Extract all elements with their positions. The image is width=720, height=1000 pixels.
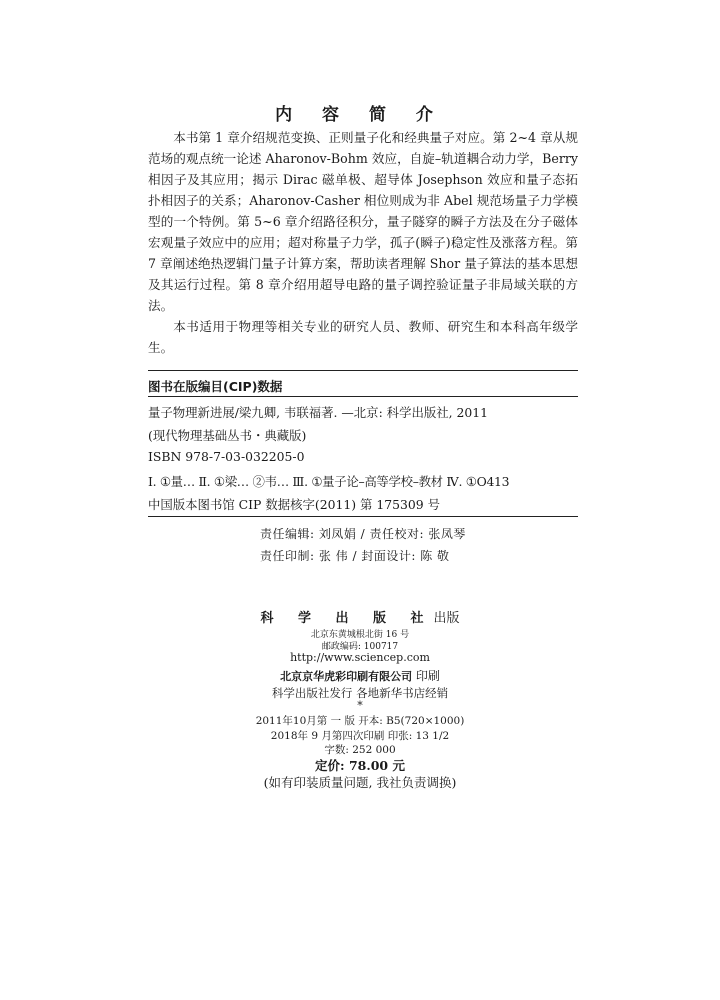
cip-heading: 图书在版编目(CIP)数据 bbox=[148, 379, 283, 394]
printing-line: 2018年 9 月第四次印刷 印张: 13 1/2 bbox=[270, 730, 450, 742]
price: 定价: 78.00 元 bbox=[315, 758, 405, 773]
summary-text bbox=[148, 127, 578, 358]
edition-line: 2011年10月第 一 版 开本: B5(720×1000) bbox=[255, 715, 465, 727]
summary-paragraph: 本书适用于物理等相关专业的研究人员、教师、研究生和本科高年级学生。 bbox=[148, 319, 578, 355]
quality-notice: (如有印装质量问题, 我社负责调换) bbox=[263, 775, 457, 790]
publisher-address: 北京东黄城根北街 16 号 bbox=[310, 630, 410, 640]
summary-title: 内 容 简 介 bbox=[275, 105, 445, 125]
production-credits: 责任印制: 张 伟 / 封面设计: 陈 敬 bbox=[260, 549, 450, 563]
cip-bottom-rule bbox=[148, 516, 578, 517]
editor-credits: 责任编辑: 刘凤娟 / 责任校对: 张凤琴 bbox=[260, 527, 466, 541]
cip-line: (现代物理基础丛书・典藏版) bbox=[148, 428, 307, 443]
publisher-line bbox=[160, 607, 560, 626]
printer-suffix: 印刷 bbox=[415, 669, 440, 683]
cip-line: Ⅰ. ①量… Ⅱ. ①梁… ②韦… Ⅲ. ①量子论–高等学校–教材 Ⅳ. ①O413 bbox=[148, 474, 510, 489]
cip-line: ISBN 978-7-03-032205-0 bbox=[148, 449, 305, 464]
word-count: 字数: 252 000 bbox=[324, 744, 396, 756]
publisher-suffix: 出版 bbox=[433, 611, 460, 626]
publisher-name: 科 学 出 版 社 bbox=[260, 611, 434, 626]
summary-paragraph: 本书第 1 章介绍规范变换、正则量子化和经典量子对应。第 2~4 章从规范场的观点统一论述 Aharonov-Bohm 效应，自旋–轨道耦合动力学，Berry 相因子及其应用；揭示 Dirac 磁单极、超导体 Josephson 效应和量子态拓扑相因子的关系；Aharonov-Casher 相位则成为非 Abel 规范场量子力学模型的一个特例。第 5~6 章介绍路径积分，量子隧穿的瞬子方法及在分子磁体宏观量子效应中的应用；超对称量子力学，孤子(瞬子)稳定性及涨落方程。第 7 章阐述绝热逻辑门量子计算方案，帮助读者理解 Shor 量子算法的基本思想及其运行过程。第 8 章介绍用超导电路的量子调控验证量子非局域关联的方法。 bbox=[148, 130, 578, 313]
publisher-url: http://www.sciencep.com bbox=[290, 651, 430, 664]
cip-line: 中国版本图书馆 CIP 数据核字(2011) 第 175309 号 bbox=[148, 497, 440, 512]
distribution-line: 科学出版社发行 各地新华书店经销 bbox=[271, 686, 449, 700]
cip-top-rule bbox=[148, 370, 578, 371]
printer-name: 北京京华虎彩印刷有限公司 bbox=[280, 670, 413, 683]
printer-line bbox=[160, 667, 560, 684]
cip-line: 量子物理新进展/梁九卿, 韦联福著. —北京: 科学出版社, 2011 bbox=[148, 405, 489, 420]
publisher-postcode: 邮政编码: 100717 bbox=[321, 642, 399, 652]
cip-heading-rule bbox=[148, 396, 578, 397]
separator-star: * bbox=[357, 699, 363, 712]
